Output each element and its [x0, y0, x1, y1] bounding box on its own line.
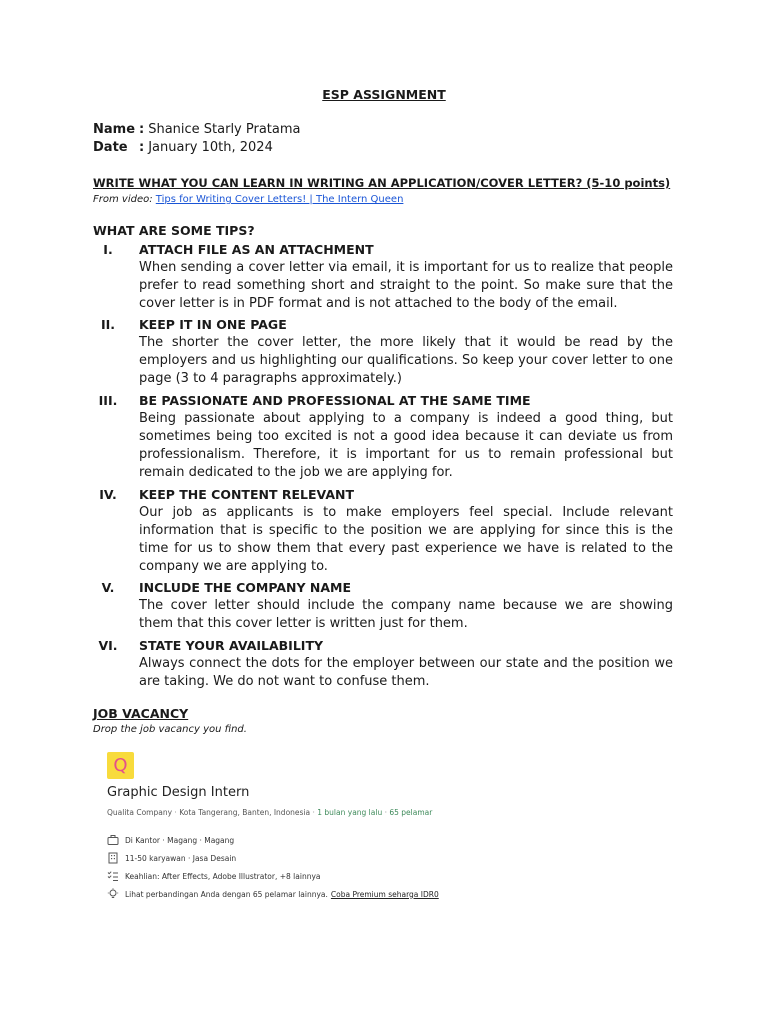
- separator-dot: ·: [382, 808, 390, 817]
- tip-heading: KEEP THE CONTENT RELEVANT: [139, 487, 354, 502]
- job-company-line: [107, 808, 432, 817]
- tip-item: [93, 637, 673, 691]
- assignment-question: WRITE WHAT YOU CAN LEARN IN WRITING AN APPLICATION/COVER LETTER? (5-10 points): [93, 176, 671, 190]
- tip-body: When sending a cover letter via email, it is important for us to realize that people prefer to read something short and straight to the point. So make sure that the cover letter is in PDF format and is not attached to the body of the email.: [139, 260, 673, 311]
- tip-number: IV.: [99, 487, 117, 502]
- job-vacancy-note: Drop the job vacancy you find.: [93, 724, 247, 735]
- tip-number: III.: [98, 393, 118, 408]
- date-label: Date: [93, 140, 128, 155]
- job-type: Di Kantor · Magang · Magang: [125, 835, 235, 845]
- tip-heading: ATTACH FILE AS AN ATTACHMENT: [139, 242, 374, 257]
- tip-item: [93, 316, 673, 388]
- name-value: Shanice Starly Pratama: [148, 122, 301, 137]
- tip-body: Our job as applicants is to make employers feel special. Include relevant information that is specific to the position we are applying for since this is the time for us to show them that every past experience we have is related to the company we are applying to.: [139, 505, 673, 574]
- date-line: [93, 140, 273, 155]
- video-link[interactable]: Tips for Writing Cover Letters! | The Intern Queen: [155, 194, 404, 205]
- name-line: [93, 122, 301, 137]
- page-title: ESP ASSIGNMENT: [322, 87, 446, 102]
- date-value: January 10th, 2024: [148, 140, 273, 155]
- name-colon: :: [139, 122, 145, 137]
- company-size: 11-50 karyawan · Jasa Desain: [125, 853, 237, 863]
- tip-body: The cover letter should include the company name because we are showing them that this cover letter is written just for them.: [139, 598, 673, 631]
- checklist-icon: [107, 870, 119, 882]
- tip-item: [93, 392, 673, 482]
- video-source: [93, 194, 403, 205]
- compare-text: Lihat perbandingan Anda dengan 65 pelamar lainnya.: [125, 889, 328, 899]
- tip-number: II.: [100, 317, 116, 332]
- building-icon: [107, 852, 119, 864]
- briefcase-icon: [107, 834, 119, 846]
- tip-body: The shorter the cover letter, the more likely that it would be read by the employers and us highlighting our qualifications. So keep your cover letter to one page (3 to 4 paragraphs approximately.): [139, 335, 673, 386]
- tip-number: I.: [103, 242, 113, 257]
- company-name: Qualita Company: [107, 808, 173, 817]
- separator-dot: ·: [172, 808, 180, 817]
- tip-body: Always connect the dots for the employer between our state and the position we are taking. We do not want to confuse them.: [139, 656, 673, 689]
- company-logo: Q: [107, 752, 134, 779]
- job-location: Kota Tangerang, Banten, Indonesia: [179, 808, 311, 817]
- date-colon: :: [139, 140, 145, 155]
- tip-number: VI.: [98, 638, 118, 653]
- tip-item: [93, 486, 673, 576]
- tip-number: V.: [101, 580, 115, 595]
- tip-item: [93, 241, 673, 313]
- applicant-count: 65 pelamar: [389, 808, 433, 817]
- skills-text: Keahlian: After Effects, Adobe Illustrator, +8 lainnya: [125, 871, 321, 881]
- premium-link[interactable]: Coba Premium seharga IDR0: [330, 889, 439, 899]
- company-size-row: [107, 852, 236, 864]
- tip-heading: INCLUDE THE COMPANY NAME: [139, 580, 352, 595]
- skills-row: [107, 870, 320, 882]
- job-type-row: [107, 834, 234, 846]
- tips-heading: WHAT ARE SOME TIPS?: [93, 223, 255, 238]
- job-vacancy-heading: JOB VACANCY: [93, 706, 189, 721]
- separator-dot: ·: [310, 808, 318, 817]
- name-label: Name: [93, 122, 136, 137]
- lightbulb-icon: [107, 888, 119, 900]
- tip-item: [93, 579, 673, 633]
- tip-heading: BE PASSIONATE AND PROFESSIONAL AT THE SAME TIME: [139, 393, 531, 408]
- posted-time: 1 bulan yang lalu: [317, 808, 383, 817]
- tip-heading: KEEP IT IN ONE PAGE: [139, 317, 287, 332]
- tip-heading: STATE YOUR AVAILABILITY: [139, 638, 324, 653]
- source-label: From video:: [93, 194, 156, 205]
- job-posting-screenshot: [100, 745, 440, 905]
- job-title: Graphic Design Intern: [107, 785, 250, 800]
- tip-body: Being passionate about applying to a company is indeed a good thing, but sometimes being too excited is not a good idea because it can deviate us from professionalism. Therefore, it is important for us to remain professional but remain dedicated to the job we are applying for.: [139, 411, 673, 480]
- compare-row: [107, 888, 439, 900]
